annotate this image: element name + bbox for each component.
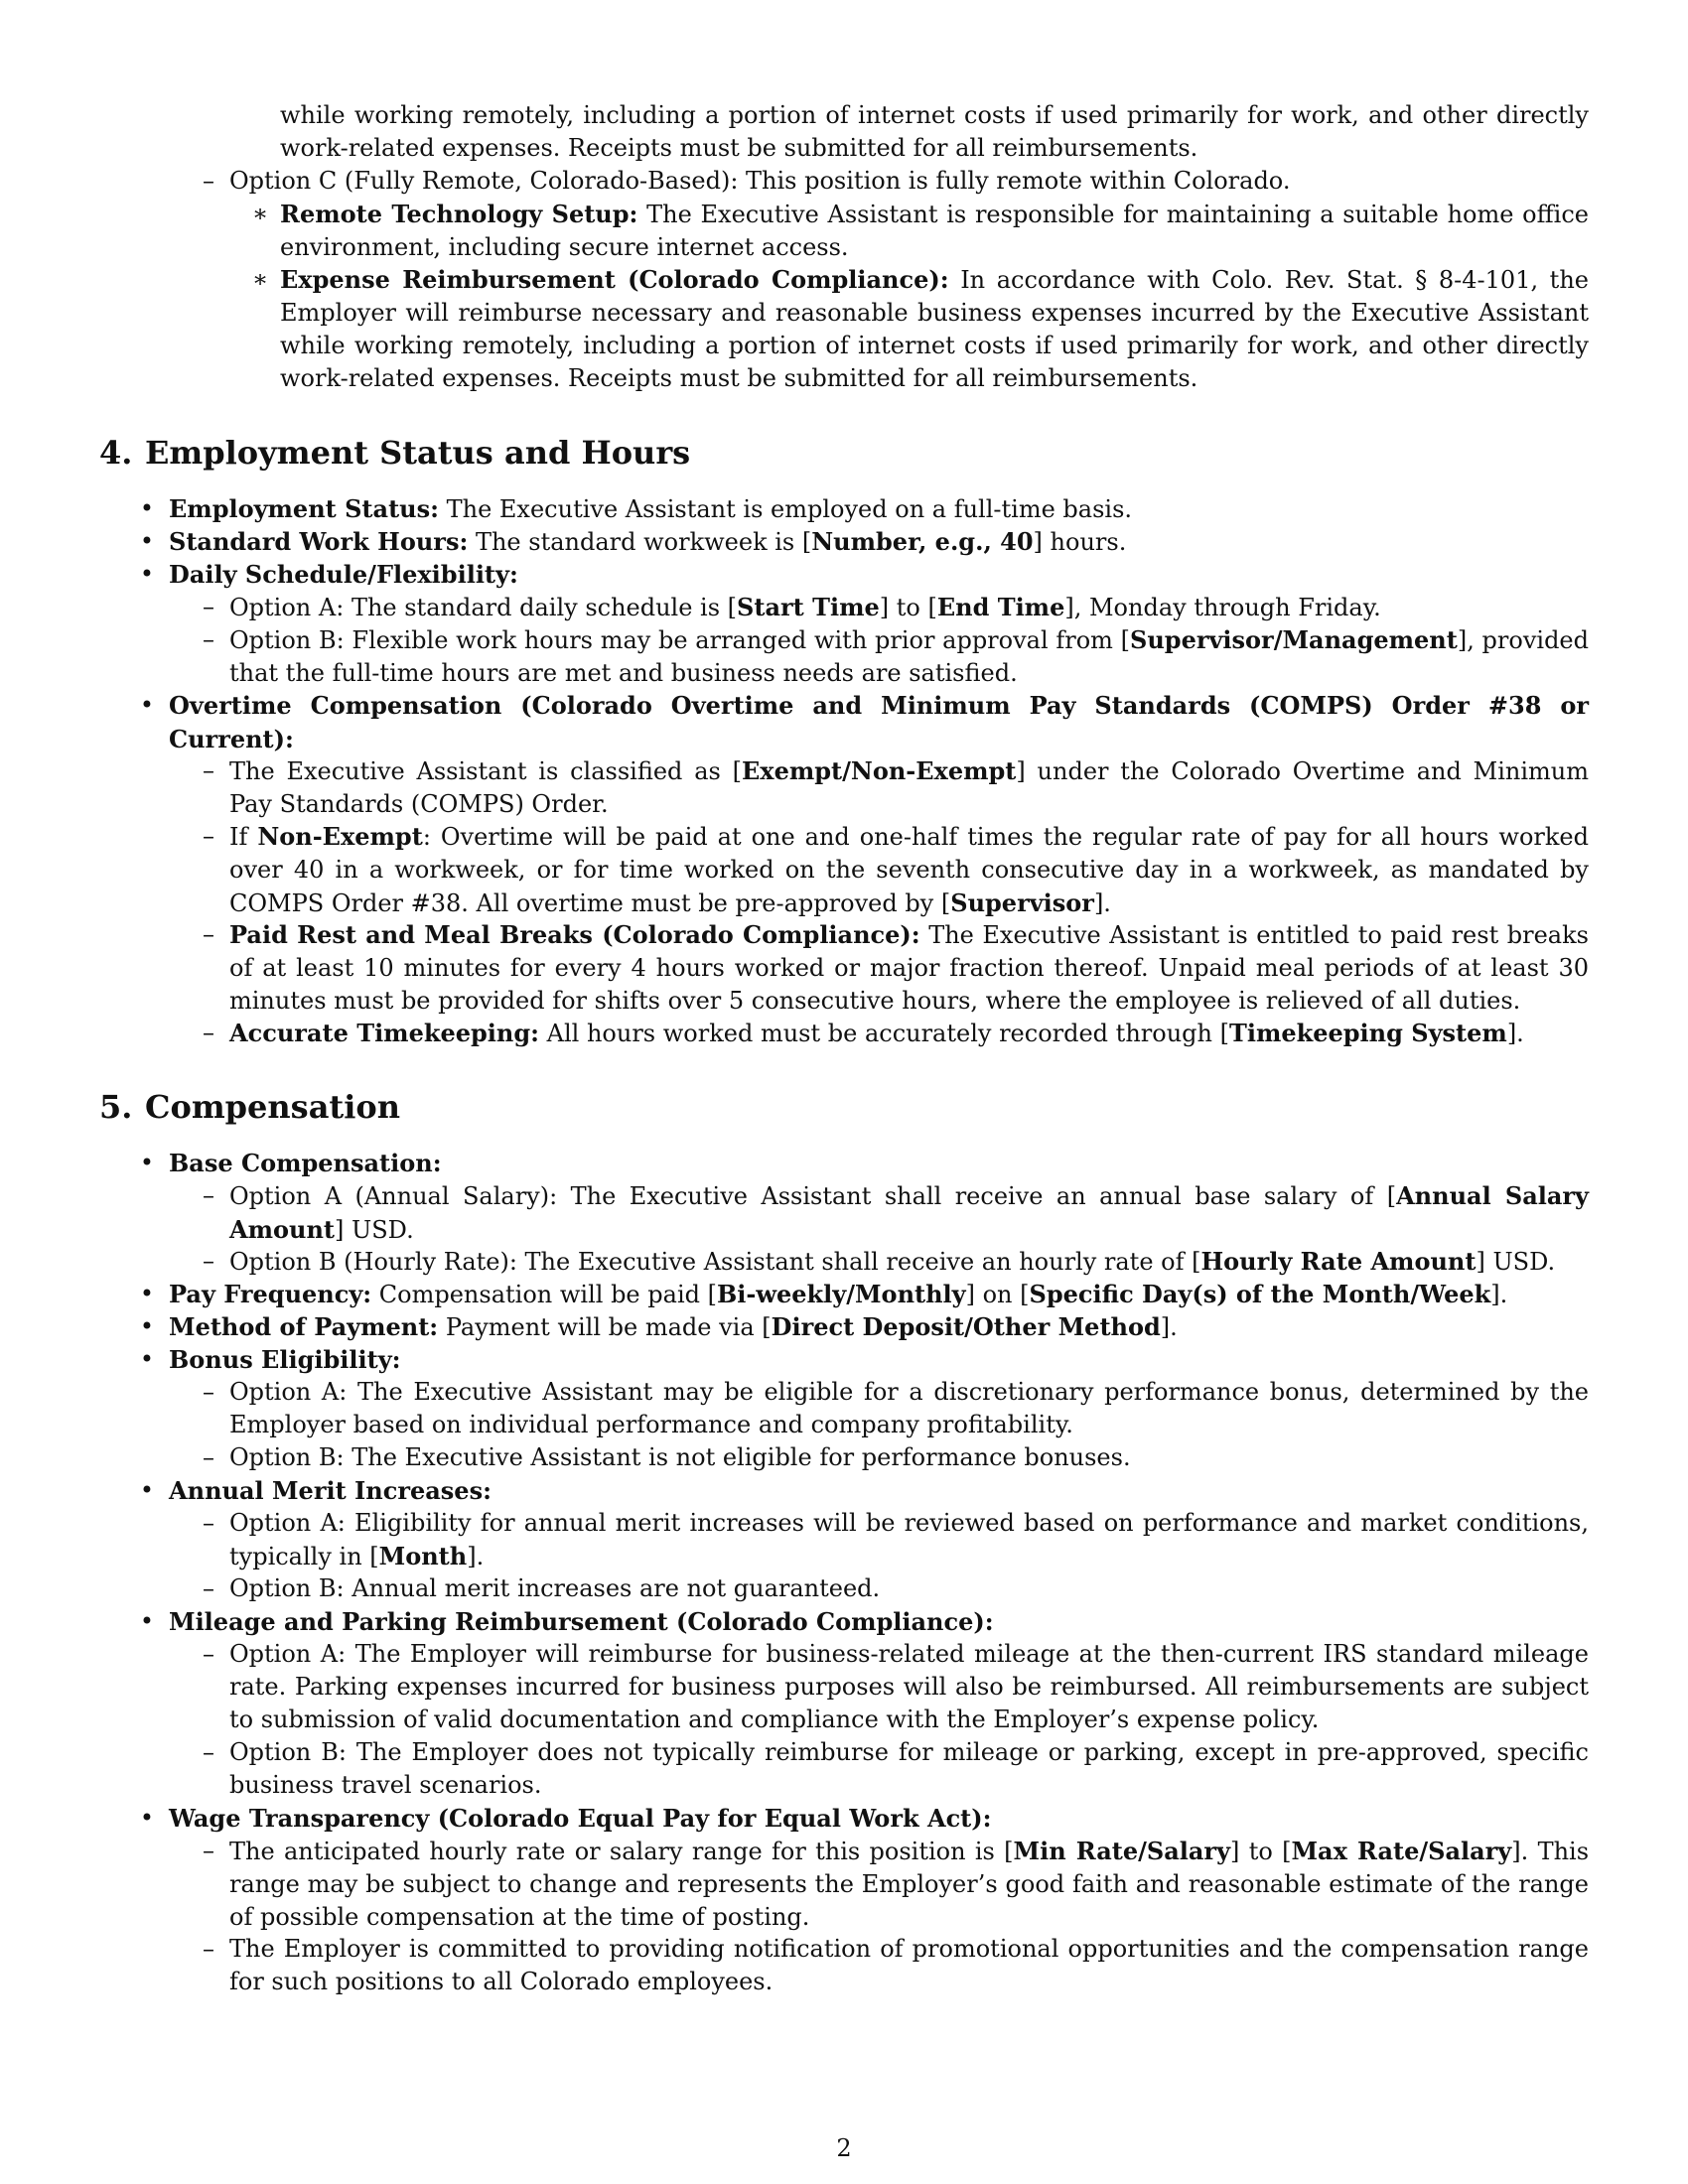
mileage-option-b: Option B: The Employer does not typically reimburse for mileage or parking, except in pre-approved, specific business travel scenarios.	[229, 1738, 1589, 1799]
section-heading-compensation: 5. Compensation	[99, 1088, 400, 1126]
bullet: •	[139, 1280, 155, 1307]
merit-option-b: Option B: Annual merit increases are not guaranteed.	[229, 1574, 881, 1602]
dash-bullet: –	[203, 756, 214, 784]
dash-bullet: –	[203, 1181, 214, 1209]
merit-increases-item: Annual Merit Increases:	[169, 1476, 492, 1505]
dash-bullet: –	[203, 1019, 214, 1046]
dash-bullet: –	[203, 1837, 214, 1864]
mileage-option-a: Option A: The Employer will reimburse for business-related mileage at the then-current IRS standard mileage rate. Parking expenses incurred for business purposes will also be reimbursed. All reimbursements are subject to submission of valid documentation and compliance with the Employer’s expense policy.	[229, 1640, 1589, 1733]
employment-status-item: Employment Status: The Executive Assistant is employed on a full-time basis.	[169, 494, 1133, 523]
option-c-item: Option C (Fully Remote, Colorado-Based): This position is fully remote within Colorado.	[229, 167, 1291, 195]
mileage-parking-item: Mileage and Parking Reimbursement (Colorado Compliance):	[169, 1607, 994, 1636]
bullet: •	[139, 1149, 155, 1176]
overtime-non-exempt: If Non-Exempt: Overtime will be paid at one and one-half times the regular rate of pay for all hours worked over 40 in a workweek, or for time worked on the seventh consecutive day in a workweek, as mandated by COMPS Order #38. All overtime must be pre-approved by [Supervisor].	[229, 822, 1589, 917]
bonus-option-a: Option A: The Executive Assistant may be eligible for a discretionary performance bonus, determined by the Employer based on individual performance and company profitability.	[229, 1378, 1589, 1438]
base-compensation-item: Base Compensation:	[169, 1149, 442, 1177]
overtime-classification: The Executive Assistant is classified as [Exempt/Non-Exempt] under the Colorado Overtime and Minimum Pay Standards (COMPS) Order.	[229, 756, 1589, 818]
wage-transparency-item: Wage Transparency (Colorado Equal Pay for Equal Work Act):	[169, 1804, 992, 1833]
dash-bullet: –	[203, 593, 214, 620]
promotional-notification: The Employer is committed to providing notification of promotional opportunities and the compensation range for such positions to all Colorado employees.	[229, 1935, 1589, 1995]
bullet: •	[139, 1345, 155, 1373]
page-number: 2	[836, 2134, 852, 2162]
base-option-b: Option B (Hourly Rate): The Executive Assistant shall receive an hourly rate of [Hourly Rate Amount] USD.	[229, 1247, 1556, 1276]
dash-bullet: –	[203, 1640, 214, 1668]
dash-bullet: –	[203, 1574, 214, 1602]
dash-bullet: –	[203, 625, 214, 653]
dash-bullet: –	[203, 1378, 214, 1406]
dash-bullet: –	[203, 920, 214, 948]
dash-bullet: –	[203, 1247, 214, 1275]
dash-bullet: –	[203, 822, 214, 850]
overtime-item: Overtime Compensation (Colorado Overtime and Minimum Pay Standards (COMPS) Order #38 or Current):	[169, 691, 1589, 753]
bullet: •	[139, 691, 155, 719]
base-option-a: Option A (Annual Salary): The Executive Assistant shall receive an annual base salary of [Annual Salary Amount] USD.	[229, 1181, 1590, 1244]
bullet: •	[139, 1312, 155, 1340]
dash-bullet: –	[203, 1443, 214, 1471]
accurate-timekeeping: Accurate Timekeeping: All hours worked must be accurately recorded through [Timekeeping System].	[229, 1019, 1524, 1047]
bullet: •	[139, 1476, 155, 1504]
bullet: •	[139, 527, 155, 555]
bonus-eligibility-item: Bonus Eligibility:	[169, 1345, 401, 1374]
asterisk-bullet: ∗	[251, 265, 269, 293]
expense-reimbursement-item: Expense Reimbursement (Colorado Compliance): In accordance with Colo. Rev. Stat. § 8-4-101, the Employer will reimburse necessary and reasonable business expenses incurred by the Executive Assistant while working remotely, including a portion of internet costs if used primarily for work, and other directly work-related expenses. Receipts must be submitted for all reimbursements.	[280, 265, 1589, 392]
bullet: •	[139, 494, 155, 522]
daily-schedule-item: Daily Schedule/Flexibility:	[169, 560, 518, 589]
paragraph-continuation: while working remotely, including a portion of internet costs if used primarily for work, and other directly work-related expenses. Receipts must be submitted for all reimbursements.	[280, 101, 1589, 162]
bullet: •	[139, 560, 155, 588]
rest-meal-breaks: Paid Rest and Meal Breaks (Colorado Compliance): The Executive Assistant is entitled to paid rest breaks of at least 10 minutes for every 4 hours worked or major fraction thereof. Unpaid meal periods of at least 30 minutes must be provided for shifts over 5 consecutive hours, where the employee is relieved of all duties.	[229, 920, 1589, 1015]
section-heading-employment-status: 4. Employment Status and Hours	[99, 434, 691, 472]
payment-method-item: Method of Payment: Payment will be made via [Direct Deposit/Other Method].	[169, 1312, 1178, 1341]
dash-bullet: –	[203, 167, 214, 195]
bullet: •	[139, 1804, 155, 1832]
bullet: •	[139, 1607, 155, 1635]
work-hours-item: Standard Work Hours: The standard workweek is [Number, e.g., 40] hours.	[169, 527, 1127, 556]
wage-range: The anticipated hourly rate or salary range for this position is [Min Rate/Salary] to [Max Rate/Salary]. This range may be subject to change and represents the Employer’s good faith and reasonable estimate of the range of possible compensation at the time of posting.	[229, 1837, 1590, 1931]
bonus-option-b: Option B: The Executive Assistant is not eligible for performance bonuses.	[229, 1443, 1131, 1471]
daily-option-a: Option A: The standard daily schedule is [Start Time] to [End Time], Monday through Friday.	[229, 593, 1381, 621]
dash-bullet: –	[203, 1509, 214, 1537]
pay-frequency-item: Pay Frequency: Compensation will be paid [Bi-weekly/Monthly] on [Specific Day(s) of the Month/Week].	[169, 1280, 1508, 1308]
dash-bullet: –	[203, 1935, 214, 1963]
asterisk-bullet: ∗	[251, 200, 269, 227]
remote-setup-item: Remote Technology Setup: The Executive Assistant is responsible for maintaining a suitable home office environment, including secure internet access.	[280, 200, 1589, 261]
dash-bullet: –	[203, 1738, 214, 1766]
daily-option-b: Option B: Flexible work hours may be arranged with prior approval from [Supervisor/Management], provided that the full-time hours are met and business needs are satisfied.	[229, 625, 1589, 687]
merit-option-a: Option A: Eligibility for annual merit increases will be reviewed based on performance and market conditions, typically in [Month].	[229, 1509, 1589, 1570]
